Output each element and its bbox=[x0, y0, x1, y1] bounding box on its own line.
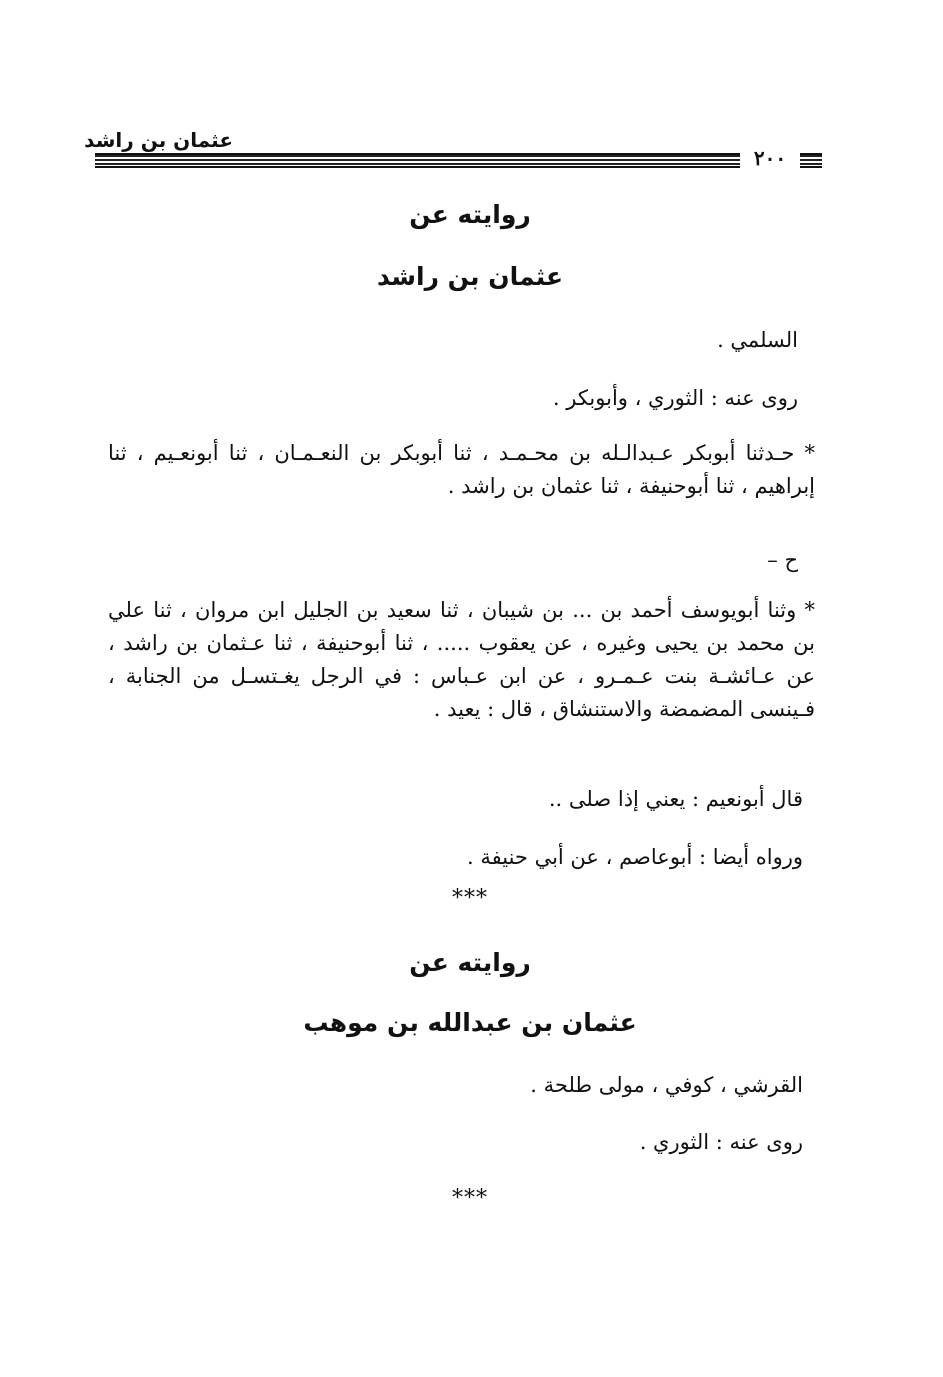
section-heading: روايته عن bbox=[409, 948, 531, 977]
separator-stars: *** bbox=[452, 886, 488, 911]
comment-line: قال أبونعيم : يعني إذا صلى .. bbox=[548, 787, 803, 811]
running-header-title: عثمان بن راشد bbox=[84, 128, 233, 152]
separator-stars: *** bbox=[452, 1186, 488, 1211]
narrators-line: روى عنه : الثوري ، وأبوبكر . bbox=[552, 386, 798, 410]
page-number: ٢٠٠ bbox=[753, 146, 787, 170]
hadith-mark: ح – bbox=[767, 548, 798, 572]
section-subject: عثمان بن راشد bbox=[376, 262, 564, 291]
isnad-paragraph: * وثنا أبويوسف أحمد بن ... بن شيبان ، ثنا سعيد بن الجليل ابن مروان ، ثنا علي بن محمد بن يحيى وغيره ، عن يعقوب ..... ، ثنا أبوحنيفة ، ثنا عـثمان بن راشد ، عن عـائشـة بنت عـمـرو ، عن ابن عـباس : في الرجل يغـتسـل من الجنابة ، فـينسى المضمضة والاستنشاق ، قال : يعيد . bbox=[108, 598, 815, 721]
section-subject: عثمان بن عبدالله بن موهب bbox=[303, 1008, 637, 1037]
header-rule-end bbox=[800, 153, 822, 168]
also-narrated-line: ورواه أيضا : أبوعاصم ، عن أبي حنيفة . bbox=[467, 845, 803, 869]
nisba-line: السلمي . bbox=[717, 328, 798, 352]
nisba-line: القرشي ، كوفي ، مولى طلحة . bbox=[530, 1073, 803, 1097]
narrators-line: روى عنه : الثوري . bbox=[639, 1130, 803, 1154]
header-rule bbox=[95, 153, 740, 168]
section-heading: روايته عن bbox=[409, 200, 531, 229]
isnad-paragraph: * حـدثنا أبوبكر عـبدالـله بن محـمـد ، ثنا أبوبكر بن النعـمـان ، ثنا أبونعـيم ، ثنا إبراهيم ، ثنا أبوحنيفة ، ثنا عثمان بن راشد . bbox=[108, 441, 815, 498]
